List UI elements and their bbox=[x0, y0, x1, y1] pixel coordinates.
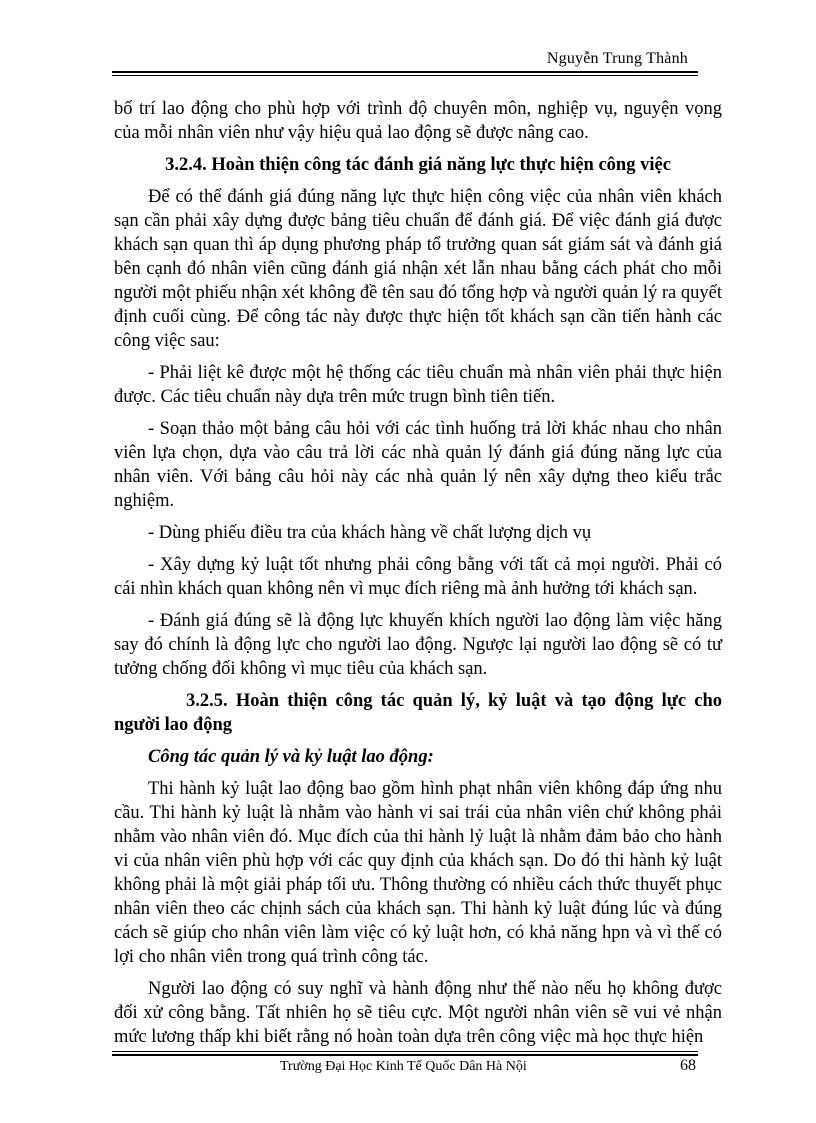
subheading: Công tác quản lý và kỷ luật lao động: bbox=[148, 747, 434, 767]
paragraph-fairness: Người lao động có suy nghĩ và hành động như thế nào nếu họ không được đối xử công bằng. Tất nhiên họ sẽ tiêu cực. Một người nhân viên sẽ vui vẻ nhận mức lương thấp khi biết rằng nó hoàn toàn dựa trên công việc mà học thực hiện bbox=[114, 979, 722, 1047]
bullet-item: - Xây dựng kỷ luật tốt nhưng phải công bằng với tất cả mọi người. Phải có cái nhìn khách quan không nên vì mục đích riêng mà ảnh hưởng tới khách sạn. bbox=[114, 555, 722, 599]
bullet-item: - Dùng phiếu điều tra của khách hàng về chất lượng dịch vụ bbox=[148, 523, 592, 543]
footer-rule bbox=[112, 1054, 698, 1056]
header-author: Nguyễn Trung Thành bbox=[546, 50, 688, 67]
page-number: 68 bbox=[680, 1057, 696, 1074]
bullet-item: - Soạn thảo một bảng câu hỏi với các tình huống trả lời khác nhau cho nhân viên lựa chọn, dựa vào câu trả lời các nhà quản lý đánh giá đúng năng lực của nhân viên. Với bảng câu hỏi này các nhà quản lý nên xây dựng theo kiểu trắc nghiệm. bbox=[114, 419, 722, 511]
footer-school: Trường Đại Học Kinh Tế Quốc Dân Hà Nội bbox=[280, 1059, 527, 1074]
paragraph-intro: Để có thể đánh giá đúng năng lực thực hiện công việc của nhân viên khách sạn cần phải xây dựng được bảng tiêu chuẩn để đánh giá. Để việc đánh giá được khách sạn quan thì áp dụng phương pháp tổ trưởng quan sát giám sát và đánh giá bên cạnh đó nhân viên cũng đánh giá nhận xét lẫn nhau bằng cách phát cho mỗi người một phiếu nhận xét không đề tên sau đó tổng hợp và người quản lý ra quyết định cuối cùng. Để công tác này được thực hiện tốt khách sạn cần tiến hành các công việc sau: bbox=[114, 187, 722, 351]
section-heading-3-2-4: 3.2.4. Hoàn thiện công tác đánh giá năng lực thực hiện công việc bbox=[165, 155, 671, 175]
footer-rule-thin bbox=[112, 1051, 698, 1052]
section-heading-3-2-5: 3.2.5. Hoàn thiện công tác quản lý, kỷ luật và tạo động lực cho người lao động bbox=[114, 691, 722, 735]
document-body bbox=[114, 97, 722, 1057]
header-rule-thin bbox=[112, 75, 698, 76]
bullet-item: - Phải liệt kê được một hệ thống các tiêu chuẩn mà nhân viên phải thực hiện được. Các tiêu chuẩn này dựa trên mức trugn bình tiên tiến. bbox=[114, 363, 722, 407]
paragraph-discipline: Thi hành kỷ luật lao động bao gồm hình phạt nhân viên không đáp ứng nhu cầu. Thi hành kỷ luật là nhằm vào hành vi sai trái của nhân viên chứ không phải nhằm vào nhân viên đó. Mục đích của thi hành lỷ luật là nhằm đảm bảo cho hành vi của nhân viên phù hợp với các quy định của khách sạn. Do đó thi hành kỷ luật không phải là một giải pháp tối ưu. Thông thường có nhiều cách thức thuyết phục nhân viên theo các chịnh sách của khách sạn. Thi hành kỷ luật đúng lúc và đúng cách sẽ giúp cho nhân viên làm việc có kỷ luật hơn, có khả năng hpn và vì thế có lợi cho nhân viên trong quá trình công tác. bbox=[114, 779, 722, 967]
header-rule bbox=[112, 71, 698, 73]
paragraph-continuation: bố trí lao động cho phù hợp với trình độ chuyên môn, nghiệp vụ, nguyện vọng của mỗi nhân viên như vậy hiệu quả lao động sẽ được nâng cao. bbox=[114, 99, 722, 143]
bullet-item: - Đánh giá đúng sẽ là động lực khuyến khích người lao động làm việc hăng say đó chính là động lực cho người lao động. Ngược lại người lao động sẽ có tư tưởng chống đối không vì mục tiêu của khách sạn. bbox=[114, 611, 722, 679]
